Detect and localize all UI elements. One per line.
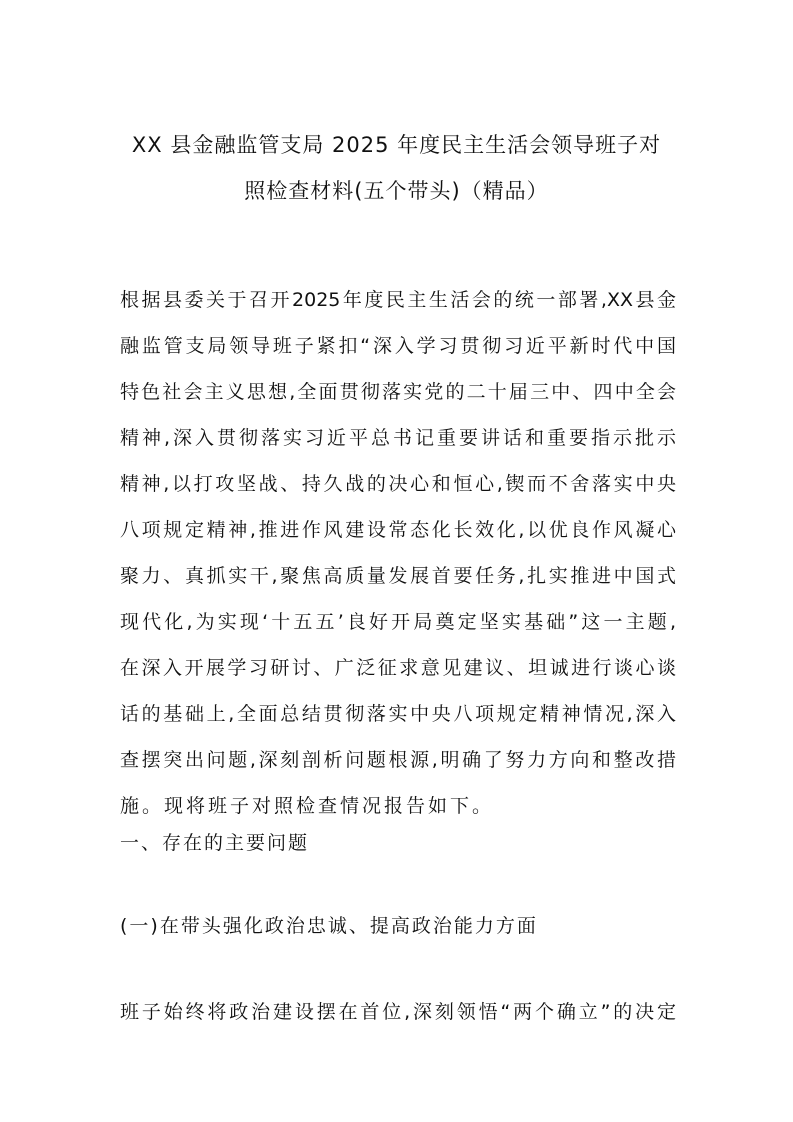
section-heading: 一、存在的主要问题	[120, 832, 310, 854]
paragraph-line: 现代化,为实现‘十五五’良好开局奠定坚实基础”这一主题,	[120, 611, 676, 633]
document-title-line1: XX 县金融监管支局 2025 年度民主生活会领导班子对	[131, 133, 662, 157]
paragraph-line: 施。现将班子对照检查情况报告如下。	[120, 795, 495, 817]
paragraph-line: 精神,深入贯彻落实习近平总书记重要讲话和重要指示批示	[120, 427, 676, 449]
paragraph-line: 特色社会主义思想,全面贯彻落实党的二十届三中、四中全会	[120, 381, 676, 403]
document-title-line2: 照检查材料(五个带头)（精品）	[244, 179, 549, 203]
paragraph-line: 在深入开展学习研讨、广泛征求意见建议、坦诚进行谈心谈	[120, 657, 676, 679]
paragraph-line: 查摆突出问题,深刻剖析问题根源,明确了努力方向和整改措	[120, 749, 676, 771]
paragraph-line: 话的基础上,全面总结贯彻落实中央八项规定精神情况,深入	[120, 703, 676, 725]
paragraph-line: 八项规定精神,推进作风建设常态化长效化,以优良作风凝心	[120, 519, 676, 541]
body-paragraph-line: 班子始终将政治建设摆在首位,深刻领悟“两个确立”的决定	[120, 1001, 676, 1023]
paragraph-line: 融监管支局领导班子紧扣“深入学习贯彻习近平新时代中国	[120, 335, 676, 357]
paragraph-line: 聚力、真抓实干,聚焦高质量发展首要任务,扎实推进中国式	[120, 565, 676, 587]
subsection-heading: (一)在带头强化政治忠诚、提高政治能力方面	[120, 915, 538, 937]
paragraph-line: 精神,以打攻坚战、持久战的决心和恒心,锲而不舍落实中央	[120, 473, 676, 495]
paragraph-line: 根据县委关于召开2025年度民主生活会的统一部署,XX县金	[120, 289, 676, 311]
